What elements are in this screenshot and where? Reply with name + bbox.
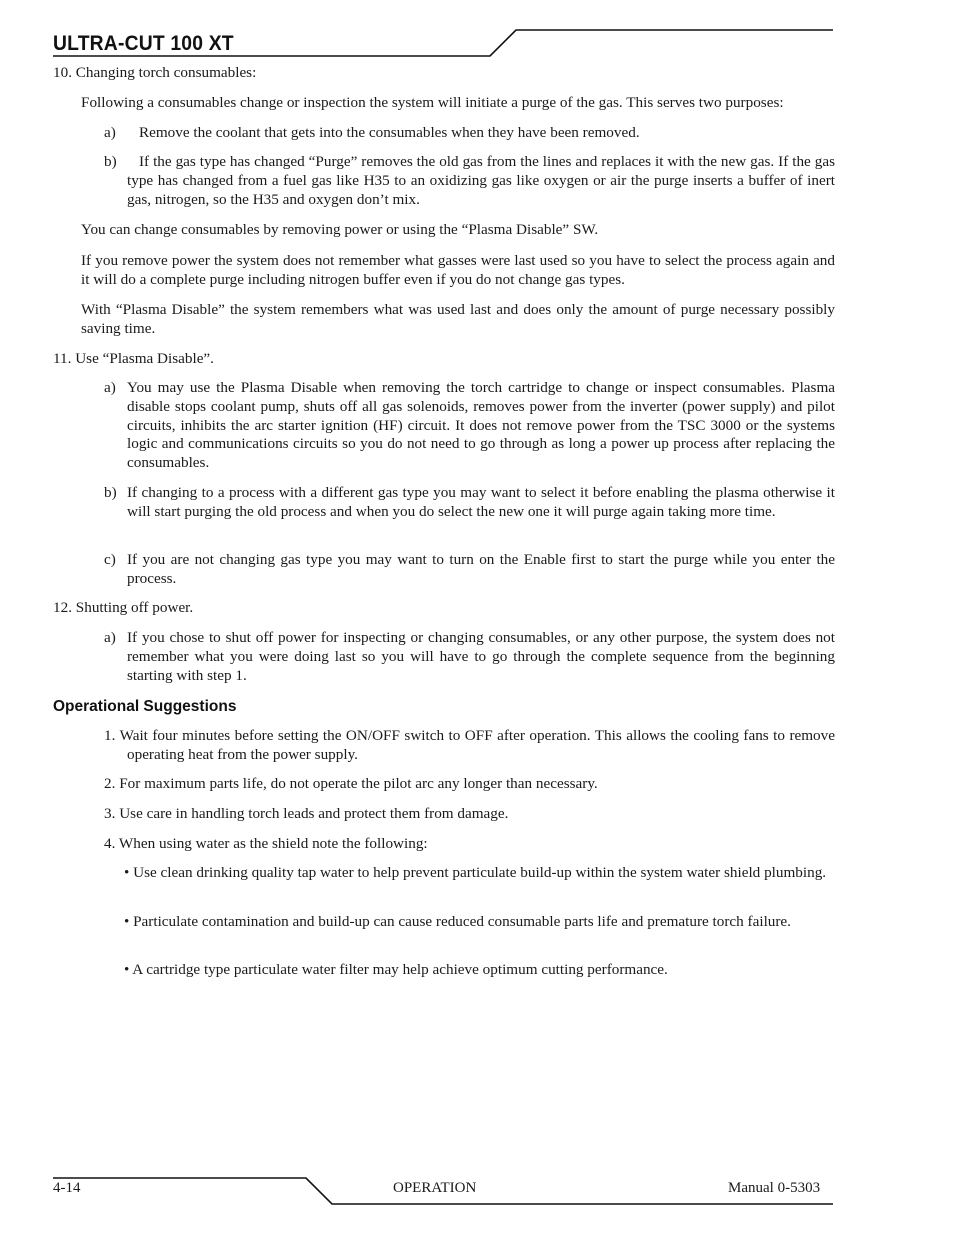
paragraph: You can change consumables by removing power or using the “Plasma Disable” SW. — [81, 221, 599, 238]
section-10-intro: Following a consumables change or inspection the system will initiate a purge of the gas. This serves two purposes: — [81, 94, 784, 111]
list-item: You may use the Plasma Disable when removing the torch cartridge to change or inspect consumables. Plasma disable stops coolant pump, shuts off all gas solenoids, removes power from the inverter (power supply) and pilot circuits, inhibits the arc starter ignition (HF) circuit. It does not remove power from the TSC 3000 or the systems logic and communications circuits so you do not need to go through as long a power up process after replacing the consumables. — [127, 379, 835, 472]
footer-page-number: 4-14 — [53, 1180, 81, 1196]
list-marker: c) — [104, 551, 116, 568]
section-11-heading: 11. Use “Plasma Disable”. — [53, 350, 214, 367]
section-12-heading: 12. Shutting off power. — [53, 599, 194, 616]
footer-manual-number: Manual 0-5303 — [728, 1180, 821, 1196]
list-marker: b) — [104, 153, 117, 170]
list-marker: a) — [104, 124, 116, 141]
paragraph: With “Plasma Disable” the system remembers what was used last and does only the amount of purge necessary possibly saving time. — [81, 301, 835, 337]
bullet-item: • Use clean drinking quality tap water to help prevent particulate build-up within the system water shield plumbing. — [124, 864, 827, 881]
list-item: If the gas type has changed “Purge” removes the old gas from the lines and replaces it with the new gas. If the gas type has changed from a fuel gas like H35 to an oxidizing gas like oxygen or air the purge inserts a buffer of inert gas, nitrogen, so the H35 and oxygen don’t mix. — [127, 153, 835, 208]
suggestion-item: 2. For maximum parts life, do not operate the pilot arc any longer than necessary. — [104, 775, 598, 792]
paragraph: If you remove power the system does not remember what gasses were last used so you have to select the process again and it will do a complete purge including nitrogen buffer even if you do not change gas types. — [81, 252, 835, 288]
list-item: If you chose to shut off power for inspecting or changing consumables, or any other purpose, the system does not remember what you were doing last so you will have to go through the complete sequence from the beginning starting with step 1. — [127, 629, 835, 684]
bullet-item: • A cartridge type particulate water filter may help achieve optimum cutting performance. — [124, 961, 668, 978]
list-marker: b) — [104, 484, 117, 501]
list-item: If changing to a process with a different gas type you may want to select it before enabling the plasma otherwise it will start purging the old process and when you do select the new one it will purge again taking more time. — [127, 484, 835, 520]
bullet-item: • Particulate contamination and build-up can cause reduced consumable parts life and premature torch failure. — [124, 913, 791, 930]
footer-section: OPERATION — [393, 1180, 477, 1196]
section-heading: Operational Suggestions — [53, 698, 237, 715]
page-header-title: ULTRA-CUT 100 XT — [53, 32, 234, 55]
list-item: If you are not changing gas type you may want to turn on the Enable first to start the purge while you enter the process. — [127, 551, 835, 587]
suggestion-item: 4. When using water as the shield note the following: — [104, 835, 428, 852]
suggestion-item: 1. Wait four minutes before setting the ON/OFF switch to OFF after operation. This allows the cooling fans to remove operating heat from the power supply. — [104, 727, 835, 763]
list-marker: a) — [104, 379, 116, 396]
suggestion-item: 3. Use care in handling torch leads and protect them from damage. — [104, 805, 509, 822]
list-item: Remove the coolant that gets into the consumables when they have been removed. — [139, 124, 640, 141]
section-10-heading: 10. Changing torch consumables: — [53, 64, 257, 81]
list-marker: a) — [104, 629, 116, 646]
